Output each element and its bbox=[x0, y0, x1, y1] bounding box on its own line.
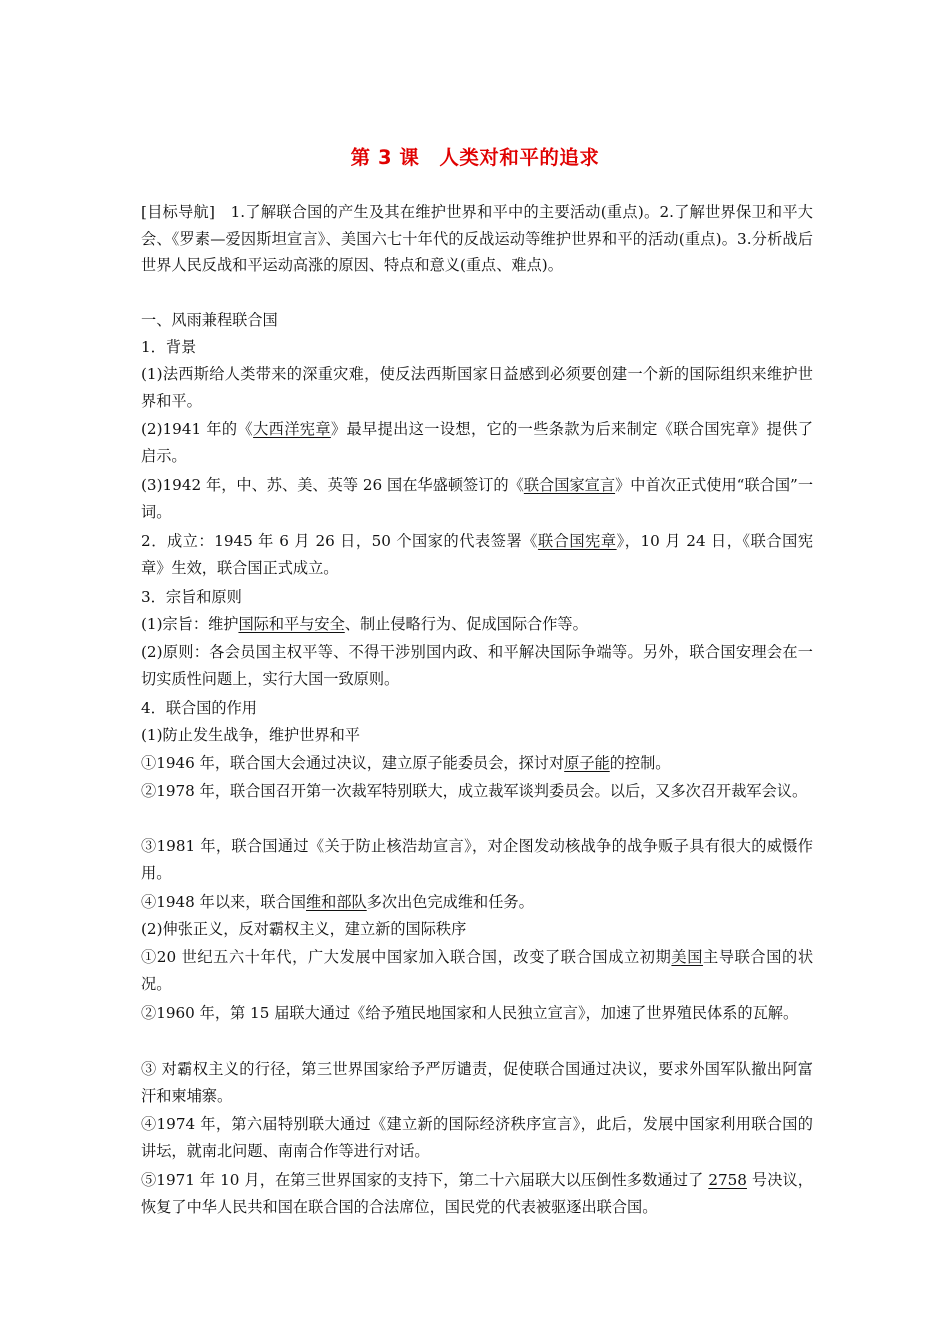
establishment-paragraph: 2．成立：1945 年 6 月 26 日，50 个国家的代表签署《联合国宪章》，10 月 24 日，《联合国宪章》生效，联合国正式成立。 bbox=[141, 532, 814, 577]
role-item: ①20 世纪五六十年代，广大发展中国家加入联合国，改变了联合国成立初期美国主导联合国的状况。 bbox=[141, 948, 814, 993]
role-item: ②1978 年，联合国召开第一次裁军特别联大，成立裁军谈判委员会。以后，又多次召开裁军会议。 bbox=[141, 782, 808, 800]
role-item: ①1946 年，联合国大会通过决议，建立原子能委员会，探讨对原子能的控制。 bbox=[141, 754, 671, 772]
heading-background: 1．背景 bbox=[141, 338, 197, 356]
underlined-term: 维和部队 bbox=[305, 893, 367, 911]
underlined-term: 国际和平与安全 bbox=[238, 615, 345, 633]
underlined-term: 大西洋宪章 bbox=[253, 420, 331, 438]
role-item: ⑤1971 年 10 月，在第三世界国家的支持下，第二十六届联大以压倒性多数通过了 2758 号决议，恢复了中华人民共和国在联合国的合法席位，国民党的代表被驱逐出联合国。 bbox=[141, 1171, 813, 1216]
lesson-title: 第 3 课 人类对和平的追求 bbox=[350, 146, 600, 169]
role-item: ②1960 年，第 15 届联大通过《给予殖民地国家和人民独立宣言》，加速了世界殖民体系的瓦解。 bbox=[141, 1004, 799, 1022]
heading-aims: 3．宗旨和原则 bbox=[141, 588, 242, 606]
underlined-term: 联合国家宣言 bbox=[523, 476, 616, 494]
goal-paragraph: [目标导航] 1.了解联合国的产生及其在维护世界和平中的主要活动(重点)。2.了解世界保卫和平大会、《罗素—爱因斯坦宣言》、美国六七十年代的反战运动等维护世界和平的活动(重点)。3.分析战后世界人民反战和平运动高涨的原因、特点和意义(重点、难点)。 bbox=[141, 203, 813, 274]
heading-roles: 4．联合国的作用 bbox=[141, 699, 257, 717]
section-heading: 一、风雨兼程联合国 bbox=[141, 311, 278, 329]
role-item: ④1974 年，第六届特别联大通过《建立新的国际经济秩序宣言》，此后，发展中国家利用联合国的讲坛，就南北问题、南南合作等进行对话。 bbox=[141, 1115, 813, 1160]
background-item-2: (2)1941 年的《大西洋宪章》最早提出这一设想，它的一些条款为后来制定《联合国宪章》提供了启示。 bbox=[141, 420, 814, 465]
role-subheading-1: (1)防止发生战争，维护世界和平 bbox=[141, 726, 360, 744]
role-subheading-2: (2)伸张正义，反对霸权主义，建立新的国际秩序 bbox=[141, 920, 467, 938]
background-item-3: (3)1942 年，中、苏、美、英等 26 国在华盛顿签订的《联合国家宣言》中首次正式使用“联合国”一词。 bbox=[141, 476, 814, 521]
underlined-term: 原子能 bbox=[564, 754, 610, 772]
background-item-1: (1)法西斯给人类带来的深重灾难，使反法西斯国家日益感到必须要创建一个新的国际组织来维护世界和平。 bbox=[141, 365, 813, 410]
role-item: ③ 对霸权主义的行径，第三世界国家给予严厉谴责，促使联合国通过决议，要求外国军队撤出阿富汗和柬埔寨。 bbox=[141, 1060, 813, 1105]
aim-item: (1)宗旨：维护国际和平与安全、制止侵略行为、促成国际合作等。 bbox=[141, 615, 588, 633]
principle-item: (2)原则：各会员国主权平等、不得干涉别国内政、和平解决国际争端等。另外，联合国安理会在一切实质性问题上，实行大国一致原则。 bbox=[141, 643, 813, 688]
role-item: ④1948 年以来，联合国维和部队多次出色完成维和任务。 bbox=[141, 893, 534, 911]
underlined-term: 美国 bbox=[671, 948, 704, 966]
underlined-term: 2758 bbox=[708, 1171, 747, 1189]
underlined-term: 联合国宪章 bbox=[537, 532, 617, 550]
role-item: ③1981 年，联合国通过《关于防止核浩劫宣言》，对企图发动核战争的战争贩子具有很大的威慑作用。 bbox=[141, 837, 813, 882]
